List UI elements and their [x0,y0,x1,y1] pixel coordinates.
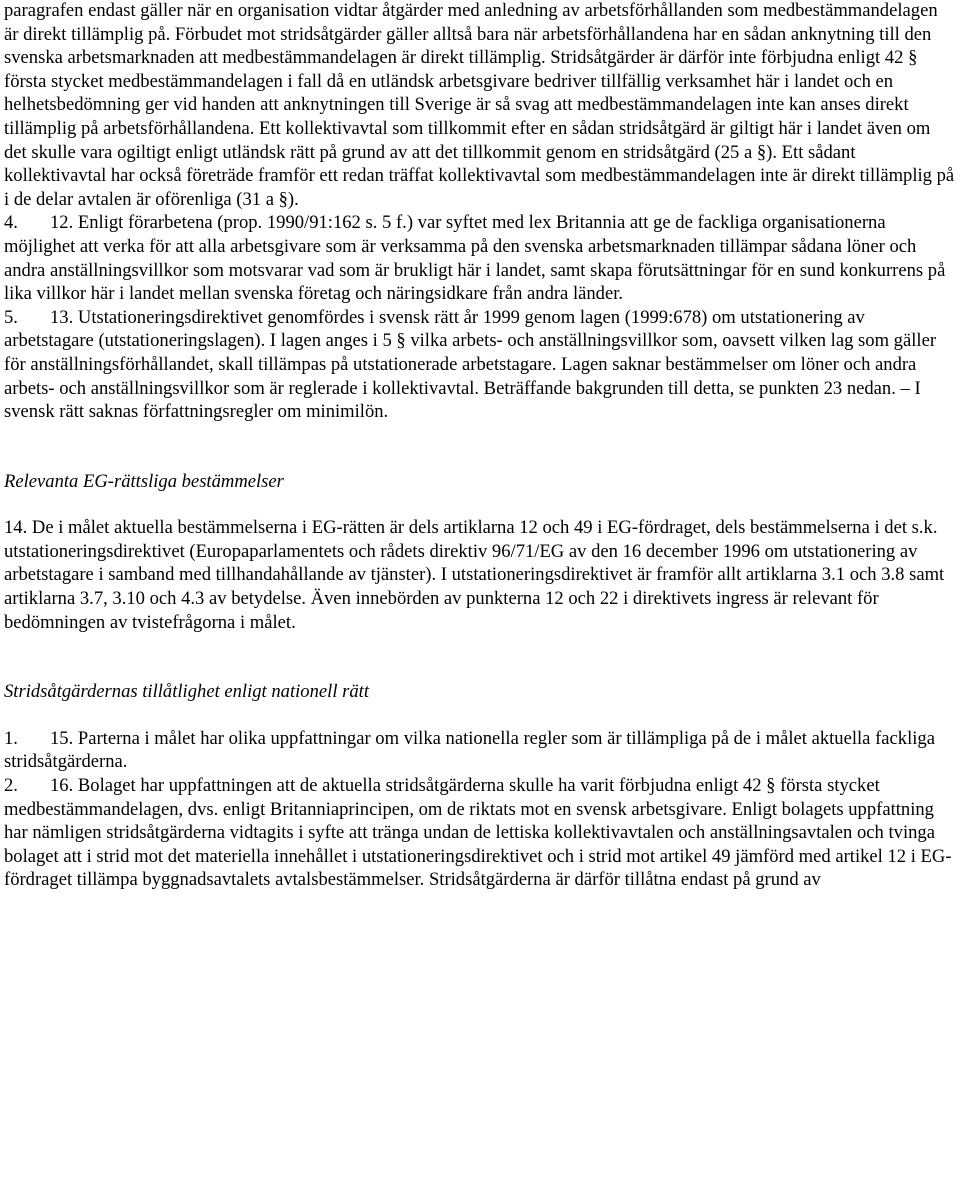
list-item-5 [4,306,956,424]
paragraph-text: paragrafen endast gäller när en organisation vidtar åtgärder med anledning av arbetsförhållanden som medbestämmandelagen är direkt tillämplig på. Förbudet mot stridsåtgärder gäller alltså bara när arbetsförhållandena har en sådan anknytning till den svenska arbetsmarknaden att medbestämmandelagen är direkt tillämplig. Stridsåtgärder är därför inte förbjudna enligt 42 § första stycket medbestämmandelagen i fall då en utländsk arbetsgivare bedriver tillfällig verksamhet här i landet och en helhetsbedömning ger vid handen att anknytningen till Sverige är så svag att medbestämmandelagen inte kan anses direkt tillämplig på arbetsförhållandena. Ett kollektivavtal som tillkommit efter en sådan stridsåtgärd är giltigt här i landet även om det skulle vara ogiltigt enligt utländsk rätt på grund av att det tillkommit genom en stridsåtgärd (25 a §). Ett sådant kollektivavtal har också företräde framför ett redan träffat kollektivavtal som medbestämmandelagen inte är direkt tillämplig på i de delar avtalen är oförenliga (31 a §). [4,0,955,210]
paragraph-continued [4,0,956,211]
list-item-1 [4,727,956,774]
spacer [4,704,956,727]
paragraph-text: 16. Bolaget har uppfattningen att de aktuella stridsåtgärderna skulle ha varit förbjudna enligt 42 § första stycket medbestämmandelagen, dvs. enligt Britanniaprincipen, om de riktats mot en svensk arbetsgivare. Enligt bolagets uppfattning har nämligen stridsåtgärderna vidtagits i syfte att tränga undan de lettiska kollektivavtalen och anställningsavtalen och tvinga bolaget att i strid mot det materiella innehållet i utstationeringsdirektivet och i strid mot artikel 49 jämförd med artikel 12 i EG-fördraget tillämpa byggnadsavtalets avtalsbestämmelser. Stridsåtgärderna är därför tillåtna endast på grund av [4,775,952,891]
spacer [4,634,956,680]
spacer [4,424,956,470]
spacer [4,493,956,516]
list-number: 4. [4,212,18,234]
list-number: 2. [4,775,18,797]
section-heading-eg-rules: Relevanta EG-rättsliga bestämmelser [4,470,284,492]
paragraph-text: 12. Enligt förarbetena (prop. 1990/91:162 s. 5 f.) var syftet med lex Britannia att ge de fackliga organisationerna möjlighet att verka för att alla arbetsgivare som är verksamma på den svenska arbetsmarknaden tillämpar sådana löner och andra anställningsvillkor som motsvarar vad som är brukligt här i landet, samt skapa förutsättningar för en sund konkurrens på lika villkor här i landet mellan svenska företag och näringsidkare från andra länder. [4,212,946,305]
paragraph-text: 13. Utstationeringsdirektivet genomfördes i svensk rätt år 1999 genom lagen (1999:678) om utstationering av arbetstagare (utstationeringslagen). I lagen anges i 5 § vilka arbets- och anställningsvillkor som, oavsett vilken lag som gäller för anställningsförhållandet, skall tillämpas på utstationerade arbetstagare. Lagen saknar bestämmelser om löner och andra arbets- och anställningsvillkor som är reglerade i kollektivavtal. Beträffande bakgrunden till detta, se punkten 23 nedan. – I svensk rätt saknas författningsregler om minimilön. [4,306,937,423]
paragraph-14 [4,516,956,634]
list-item-4 [4,211,956,305]
paragraph-text: 15. Parterna i målet har olika uppfattningar om vilka nationella regler som är tillämpliga på de i målet aktuella fackliga stridsåtgärderna. [4,727,935,773]
list-number: 5. [4,306,18,328]
section-heading-national-law: Stridsåtgärdernas tillåtlighet enligt nationell rätt [4,681,369,703]
list-item-2 [4,774,956,892]
list-number: 1. [4,727,18,749]
document-page [4,0,956,892]
paragraph-text: 14. De i målet aktuella bestämmelserna i EG-rätten är dels artiklarna 12 och 49 i EG-fördraget, dels bestämmelserna i det s.k. utstationeringsdirektivet (Europaparlamentets och rådets direktiv 96/71/EG av den 16 december 1996 om utstationering av arbetstagare i samband med tillhandahållande av tjänster). I utstationeringsdirektivet är framför allt artiklarna 3.1 och 3.8 samt artiklarna 3.7, 3.10 och 4.3 av betydelse. Även innebörden av punkterna 12 och 22 i direktivets ingress är relevant för bedömningen av tvistefrågorna i målet. [4,517,945,633]
